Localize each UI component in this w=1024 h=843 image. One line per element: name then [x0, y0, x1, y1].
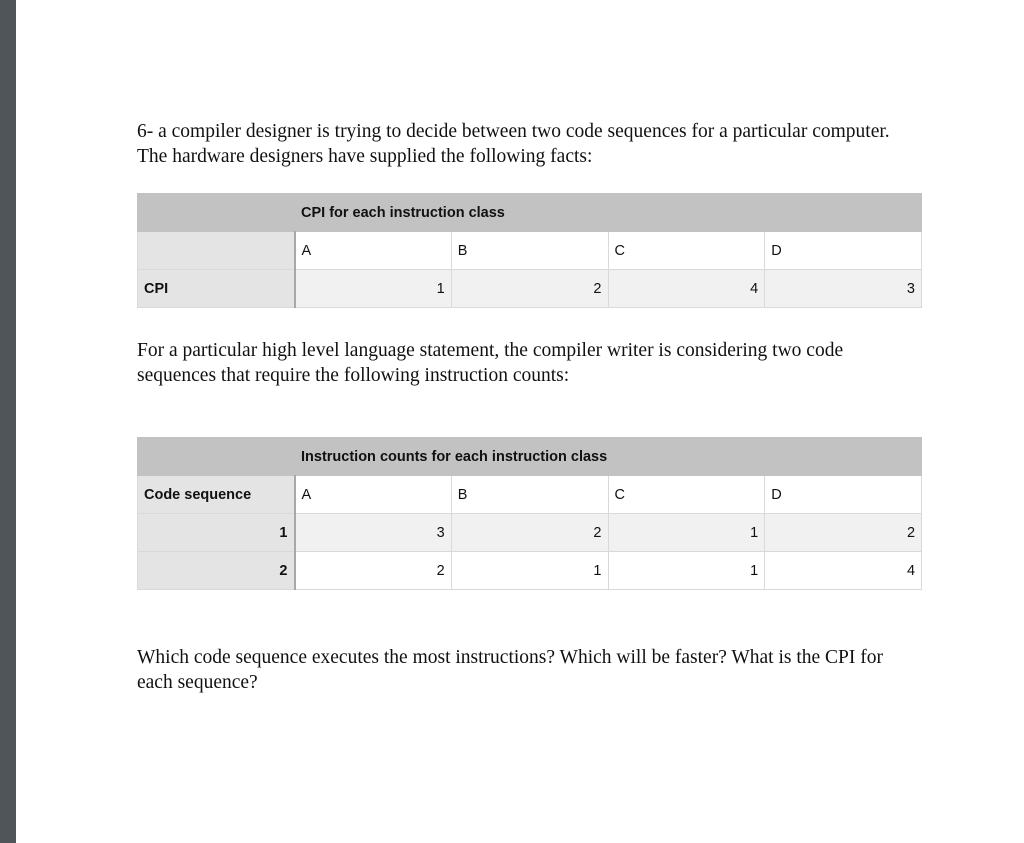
cpi-table-corner-cell — [138, 232, 295, 270]
viewer-frame-edge — [0, 0, 16, 843]
question-middle — [137, 338, 937, 388]
cpi-value-c: 4 — [608, 270, 765, 308]
cpi-value-b: 2 — [451, 270, 608, 308]
cpi-value-d: 3 — [765, 270, 922, 308]
question-final — [137, 645, 937, 695]
question-intro — [137, 119, 937, 169]
document-page — [16, 0, 1024, 843]
count-table-title-row — [138, 438, 922, 476]
question-final-line-1: Which code sequence executes the most instructions? Which will be faster? What is the CPI for — [137, 647, 884, 668]
cpi-table-title: CPI for each instruction class — [295, 194, 922, 232]
sequence-2-label: 2 — [138, 552, 295, 590]
sequence-1-count-d: 2 — [765, 514, 922, 552]
sequence-2-count-c: 1 — [608, 552, 765, 590]
question-intro-line-2: The hardware designers have supplied the following facts: — [137, 146, 593, 167]
cpi-table — [137, 193, 922, 308]
cpi-column-b: B — [451, 232, 608, 270]
sequence-1-count-a: 3 — [295, 514, 452, 552]
count-column-d: D — [765, 476, 922, 514]
cpi-value-row — [138, 270, 922, 308]
cpi-row-label: CPI — [138, 270, 295, 308]
sequence-1-count-b: 2 — [451, 514, 608, 552]
sequence-2-row — [138, 552, 922, 590]
count-table-title-spacer — [138, 438, 295, 476]
count-column-b: B — [451, 476, 608, 514]
cpi-table-title-row — [138, 194, 922, 232]
count-table-title: Instruction counts for each instruction class — [295, 438, 922, 476]
sequence-1-label: 1 — [138, 514, 295, 552]
question-middle-line-1: For a particular high level language statement, the compiler writer is considering two code — [137, 340, 844, 361]
count-table-column-row — [138, 476, 922, 514]
sequence-2-count-d: 4 — [765, 552, 922, 590]
cpi-column-d: D — [765, 232, 922, 270]
instruction-count-table — [137, 437, 922, 590]
count-column-c: C — [608, 476, 765, 514]
code-sequence-header: Code sequence — [138, 476, 295, 514]
question-intro-line-1: 6- a compiler designer is trying to decide between two code sequences for a particular computer. — [137, 121, 890, 142]
cpi-table-title-spacer — [138, 194, 295, 232]
cpi-table-column-row — [138, 232, 922, 270]
sequence-2-count-b: 1 — [451, 552, 608, 590]
question-final-line-2: each sequence? — [137, 672, 258, 693]
cpi-value-a: 1 — [295, 270, 452, 308]
sequence-1-count-c: 1 — [608, 514, 765, 552]
sequence-2-count-a: 2 — [295, 552, 452, 590]
count-column-a: A — [295, 476, 452, 514]
sequence-1-row — [138, 514, 922, 552]
question-middle-line-2: sequences that require the following instruction counts: — [137, 365, 570, 386]
cpi-column-a: A — [295, 232, 452, 270]
cpi-column-c: C — [608, 232, 765, 270]
